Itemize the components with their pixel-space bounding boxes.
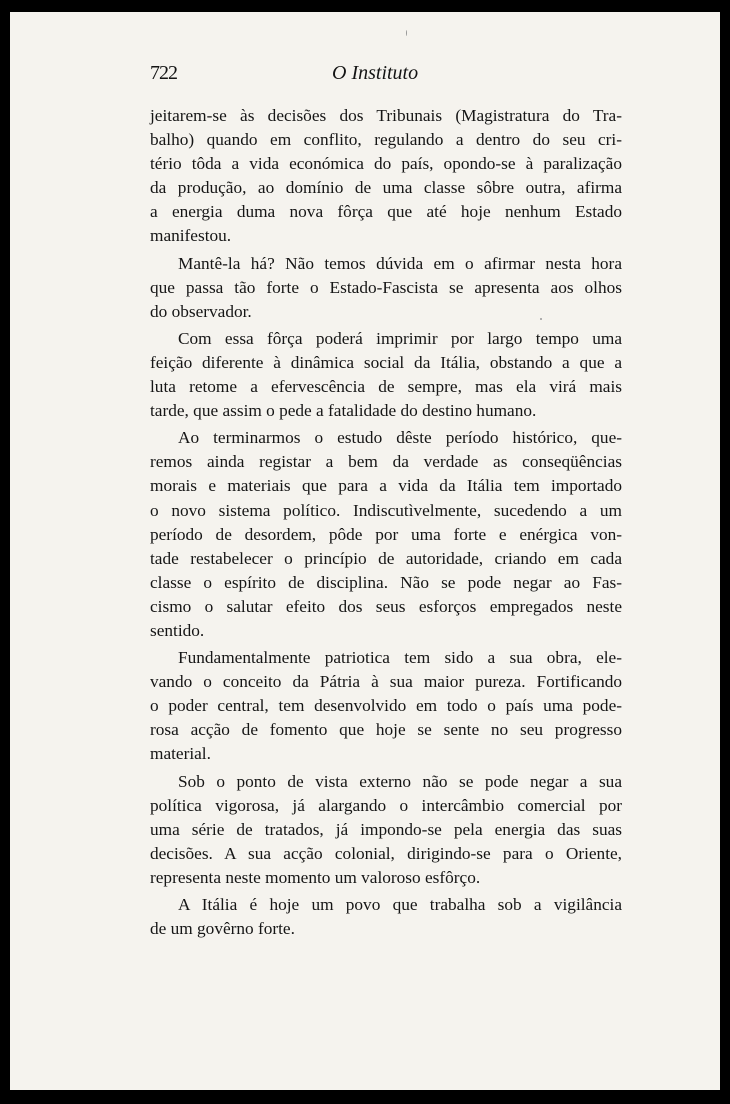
paragraph xyxy=(150,646,622,766)
text-line: período de desordem, pôde por uma forte e enérgica von- xyxy=(150,524,622,544)
text-line: que passa tão forte o Estado-Fascista se apresenta aos olhos xyxy=(150,277,622,297)
text-line: de um govêrno forte. xyxy=(150,919,295,939)
text-line: A Itália é hoje um povo que trabalha sob a vigilância xyxy=(178,895,622,914)
paragraph xyxy=(150,770,622,890)
page-number: 722 xyxy=(150,62,177,84)
text-line: uma série de tratados, já impondo-se pela energia das suas xyxy=(150,819,622,839)
text-line: tério tôda a vida económica do país, opondo-se à paralização xyxy=(150,154,622,174)
paragraph xyxy=(150,327,622,423)
paragraph xyxy=(150,426,622,643)
text-line: política vigorosa, já alargando o intercâmbio comercial por xyxy=(150,795,622,815)
text-line: tarde, que assim o pede a fatalidade do destino humano. xyxy=(150,401,537,421)
text-line: sentido. xyxy=(150,620,205,640)
paragraph xyxy=(150,104,622,249)
paragraph xyxy=(150,252,622,324)
text-line: o poder central, tem desenvolvido em todo o país uma pode- xyxy=(150,696,622,716)
text-line: da produção, ao domínio de uma classe sôbre outra, afirma xyxy=(150,178,622,198)
text-line: Com essa fôrça poderá imprimir por largo tempo uma xyxy=(178,328,622,348)
text-line: decisões. A sua acção colonial, dirigindo-se para o Oriente, xyxy=(150,843,622,863)
text-line: balho) quando em conflito, regulando a dentro do seu cri- xyxy=(150,130,622,150)
text-line: rosa acção de fomento que hoje se sente no seu progresso xyxy=(150,720,622,740)
text-line: luta retome a efervescência de sempre, mas ela virá mais xyxy=(150,377,622,397)
text-line: Ao terminarmos o estudo dêste período histórico, que- xyxy=(178,428,622,448)
text-line: material. xyxy=(150,744,211,764)
text-line: Sob o ponto de vista externo não se pode negar a sua xyxy=(178,771,622,791)
text-line: o novo sistema político. Indiscutìvelmente, sucedendo a um xyxy=(150,500,622,520)
text-line: tade restabelecer o princípio de autoridade, criando em cada xyxy=(150,548,622,568)
running-title: O Instituto xyxy=(332,62,419,84)
paper-speck xyxy=(406,30,407,36)
text-line: manifestou. xyxy=(150,226,232,246)
text-line: do observador. xyxy=(150,301,252,321)
body-text xyxy=(150,104,622,944)
text-line: classe o espírito de disciplina. Não se pode negar ao Fas- xyxy=(150,572,622,592)
text-line: representa neste momento um valoroso esfôrço. xyxy=(150,867,481,887)
text-line: feição diferente à dinâmica social da Itália, obstando a que a xyxy=(150,352,622,372)
page-header xyxy=(150,62,620,92)
text-line: jeitarem-se às decisões dos Tribunais (Magistratura do Tra- xyxy=(150,106,622,125)
text-line: morais e materiais que para a vida da Itália tem importado xyxy=(150,476,622,496)
text-line: Fundamentalmente patriotica tem sido a sua obra, ele- xyxy=(178,648,622,668)
paragraph xyxy=(150,893,622,941)
text-line: cismo o salutar efeito dos seus esforços empregados neste xyxy=(150,596,622,616)
text-line: vando o conceito da Pátria à sua maior pureza. Fortificando xyxy=(150,672,622,692)
text-line: a energia duma nova fôrça que até hoje nenhum Estado xyxy=(150,202,622,222)
text-line: Mantê-la há? Não temos dúvida em o afirmar nesta hora xyxy=(178,253,622,273)
text-line: remos ainda registar a bem da verdade as conseqüências xyxy=(150,452,622,472)
